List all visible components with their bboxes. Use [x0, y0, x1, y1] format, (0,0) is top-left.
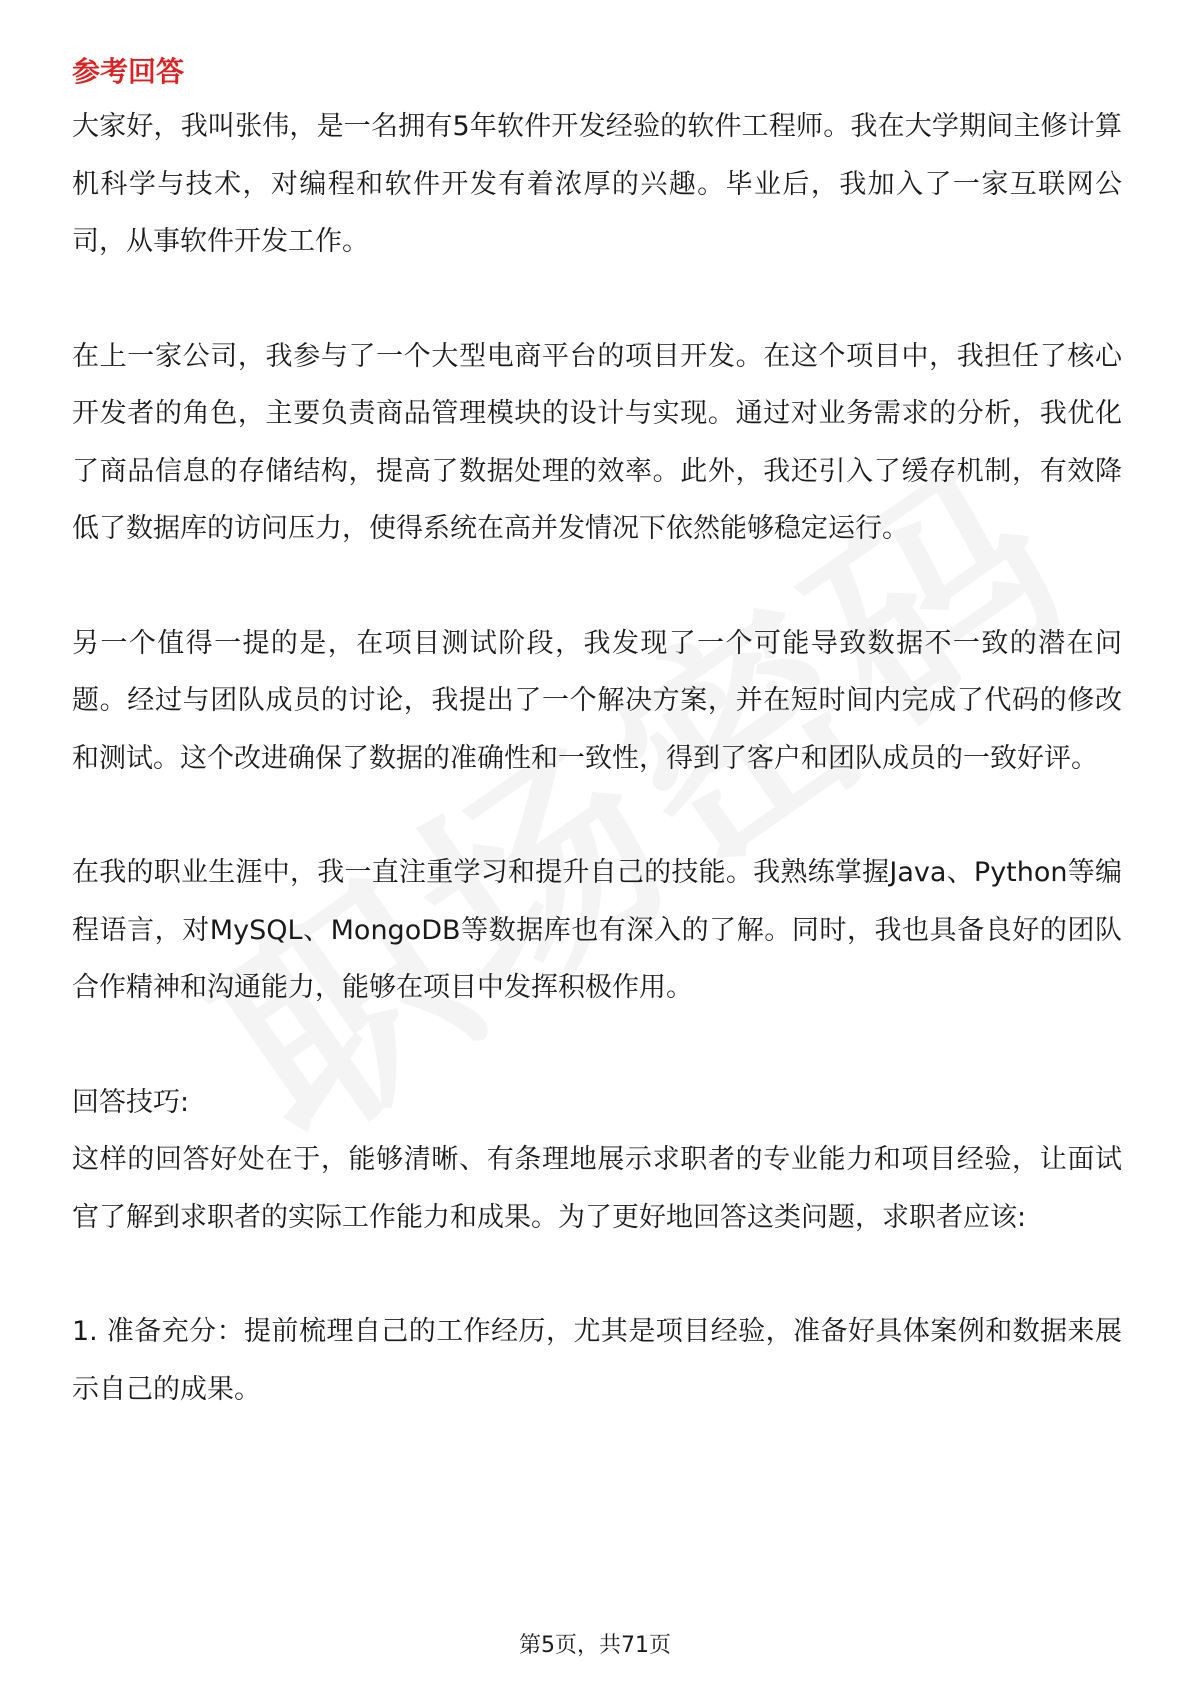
section-title: 参考回答	[72, 55, 185, 88]
page-footer: 第5页，共71页	[519, 1633, 671, 1658]
tips-intro: 这样的回答好处在于，能够清晰、有条理地展示求职者的专业能力和项目经验，让面试官了解到求职者的实际工作能力和成果。为了更好地回答这类问题，求职者应该:	[72, 1144, 1122, 1233]
paragraph-skills: 在我的职业生涯中，我一直注重学习和提升自己的技能。我熟练掌握Java、Python等编程语言，对MySQL、MongoDB等数据库也有深入的了解。同时，我也具备良好的团队合作精神和沟通能力，能够在项目中发挥积极作用。	[72, 857, 1122, 1003]
tip-item-1: 1. 准备充分：提前梳理自己的工作经历，尤其是项目经验，准备好具体案例和数据来展示自己的成果。	[72, 1316, 1122, 1405]
paragraph-project: 在上一家公司，我参与了一个大型电商平台的项目开发。在这个项目中，我担任了核心开发者的角色，主要负责商品管理模块的设计与实现。通过对业务需求的分析，我优化了商品信息的存储结构，提高了数据处理的效率。此外，我还引入了缓存机制，有效降低了数据库的访问压力，使得系统在高并发情况下依然能够稳定运行。	[72, 340, 1122, 544]
paragraph-intro: 大家好，我叫张伟，是一名拥有5年软件开发经验的软件工程师。我在大学期间主修计算机科学与技术，对编程和软件开发有着浓厚的兴趣。毕业后，我加入了一家互联网公司，从事软件开发工作。	[72, 111, 1122, 257]
paragraph-testing: 另一个值得一提的是，在项目测试阶段，我发现了一个可能导致数据不一致的潜在问题。经过与团队成员的讨论，我提出了一个解决方案，并在短时间内完成了代码的修改和测试。这个改进确保了数据的准确性和一致性，得到了客户和团队成员的一致好评。	[72, 627, 1122, 774]
tips-label: 回答技巧:	[72, 1086, 190, 1118]
content-area	[72, 46, 1122, 1418]
